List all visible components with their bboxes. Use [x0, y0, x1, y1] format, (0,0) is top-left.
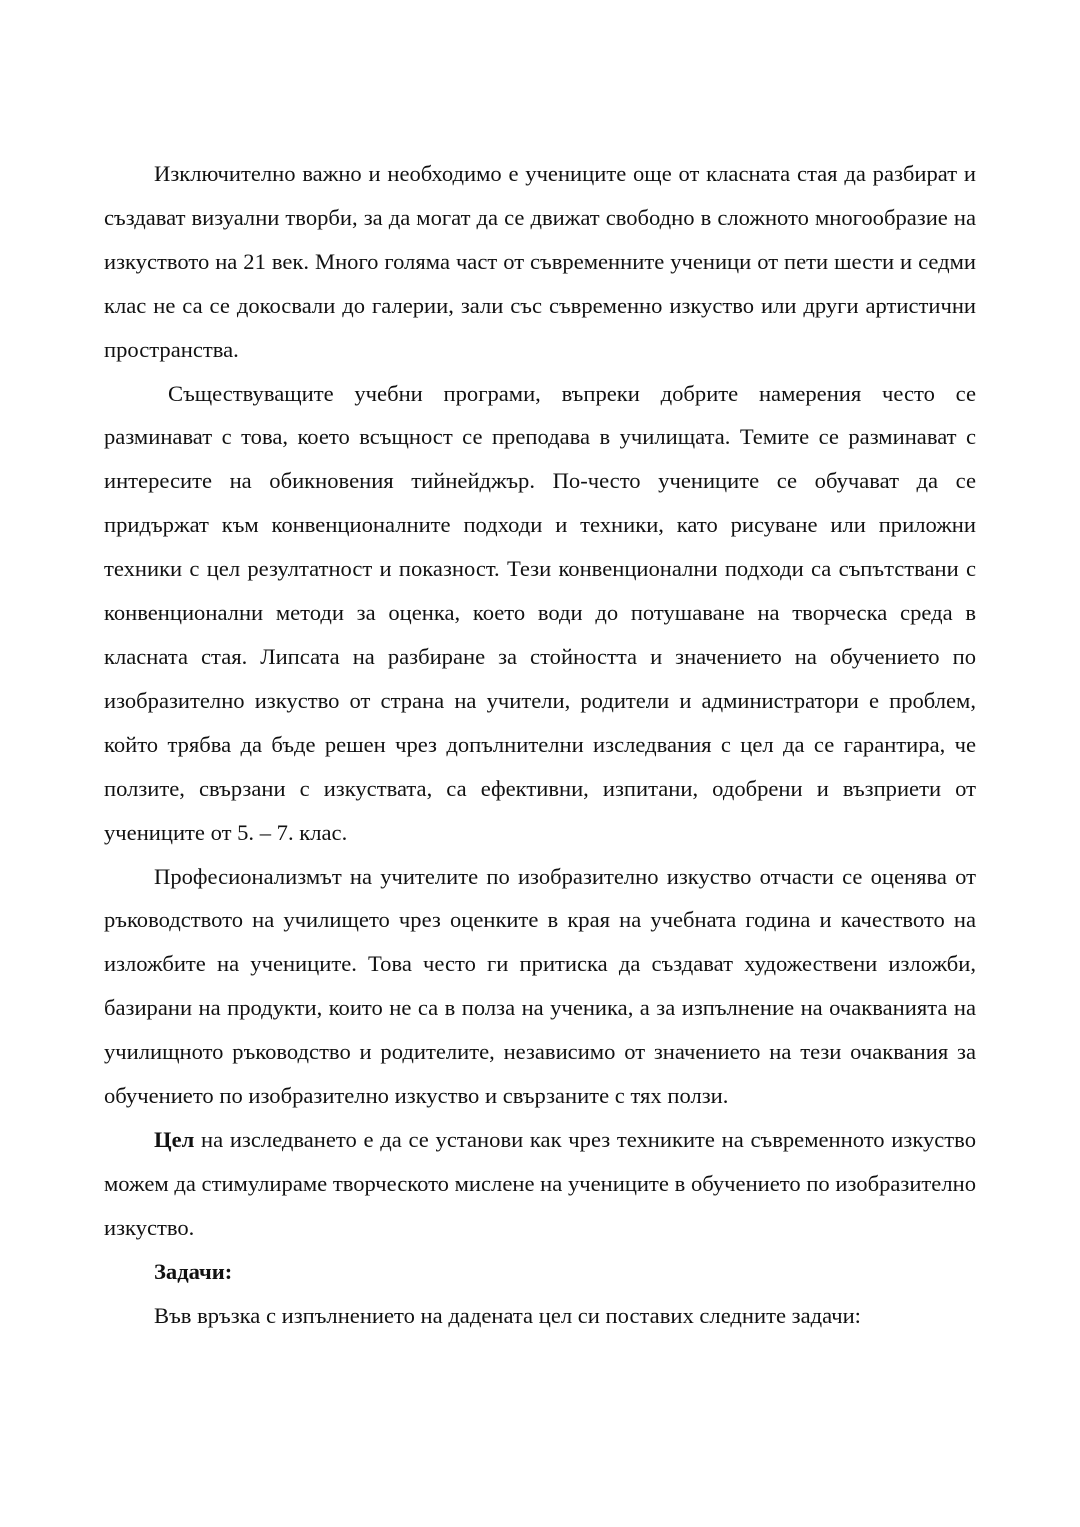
document-page — [104, 152, 976, 1337]
paragraph-goal — [104, 1118, 976, 1250]
tasks-heading: Задачи: — [154, 1258, 233, 1284]
paragraph-intro: Изключително важно и необходимо е учениците още от класната стая да разбират и създават визуални творби, за да могат да се движат свободно в сложното многообразие на изкуството на 21 век. Много голяма част от съвременните ученици от пети шести и седми клас не са се докосвали до галерии, зали със съвременно изкуство или други артистични пространства. — [104, 161, 976, 362]
goal-text: на изследването е да се установи как чрез техниките на съвременното изкуство можем да стимулираме творческото мислене на учениците в обучението по изобразително изкуство. — [104, 1126, 976, 1240]
tasks-intro: Във връзка с изпълнението на дадената цел си поставих следните задачи: — [154, 1302, 861, 1328]
goal-label: Цел — [154, 1126, 195, 1152]
paragraph-professionalism: Професионализмът на учителите по изобразително изкуство отчасти се оценява от ръководството на училището чрез оценките в края на учебната година и качеството на изложбите на учениците. Това често ги притиска да създават художествени изложби, базирани на продукти, които не са в полза на ученика, а за изпълнение на очакванията на училищното ръководство и родителите, независимо от значението на тези очаквания за обучението по изобразително изкуство и свързаните с тях ползи. — [104, 863, 976, 1109]
paragraph-curricula: Съществуващите учебни програми, въпреки добрите намерения често се разминават с това, което всъщност се преподава в училищата. Темите се разминават с интересите на обикновения тийнейджър. По-често учениците се обучават да се придържат към конвенционалните подходи и техники, като рисуване или приложни техники с цел резултатност и показност. Тези конвенционални подходи са съпътствани с конвенционални методи за оценка, което води до потушаване на творческа среда в класната стая. Липсата на разбиране за стойността и значението на обучението по изобразително изкуство от страна на учители, родители и администратори е проблем, който трябва да бъде решен чрез допълнителни изследвания с цел да се гарантира, че ползите, свързани с изкуствата, са ефективни, изпитани, одобрени и възприети от учениците от 5. – 7. клас. — [104, 380, 976, 845]
